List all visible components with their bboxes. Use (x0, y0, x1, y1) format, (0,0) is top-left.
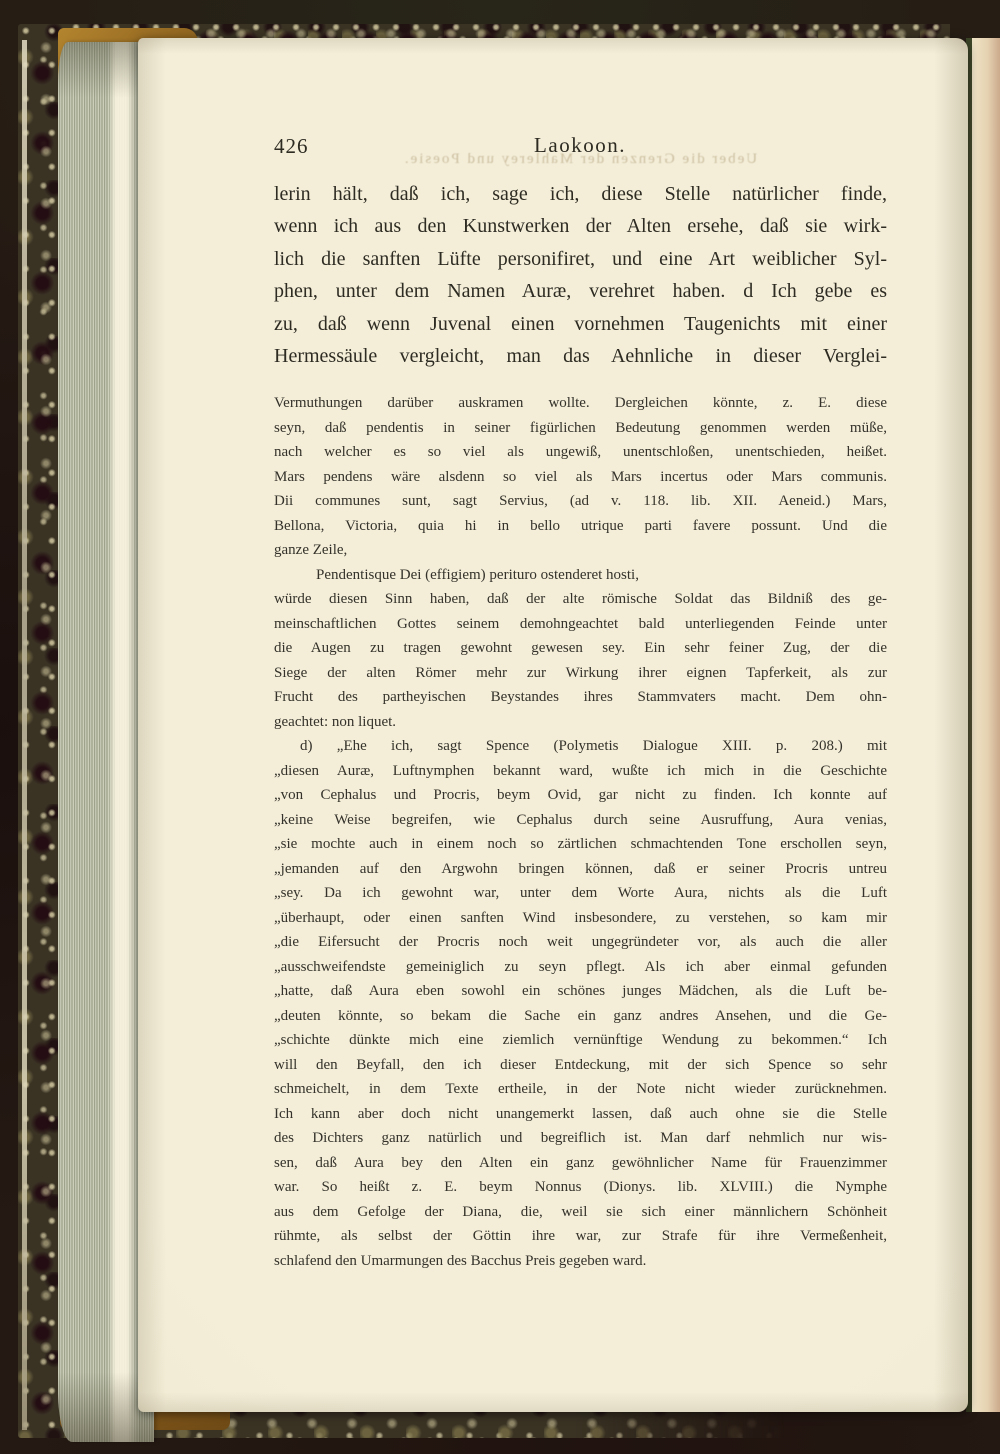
text-line: Vermuthungen darüber auskramen wollte. Dergleichen könnte, z. E. diese (274, 395, 887, 411)
text-line: war. So heißt z. E. beym Nonnus (Dionys. lib. XLVIII.) die Nymphe (274, 1179, 887, 1195)
text-line: „sey. Da ich gewohnt war, unter dem Worte Aura, nichts als die Luft (274, 885, 887, 901)
page-number: 426 (274, 134, 309, 158)
text-line: nach welcher es so viel als ungewiß, unentschloßen, unentschieden, heißet. (274, 444, 887, 460)
text-line: wenn ich aus den Kunstwerken der Alten ersehe, daß sie wirk- (274, 215, 887, 238)
bleed-through-text: Ueber die Grenzen der Mahlerey und Poesie. (402, 151, 758, 167)
text-line: Hermessäule vergleicht, man das Aehnliche in dieser Verglei- (274, 345, 887, 368)
text-line: aus dem Gefolge der Diana, die, weil sie sich einer männlichern Schönheit (274, 1203, 887, 1220)
text-line: rühmte, als selbst der Göttin ihre war, zur Strafe für ihre Vermeßenheit, (274, 1228, 887, 1244)
text-line: „jemanden auf den Argwohn bringen können, daß er seiner Procris untreu (274, 860, 887, 877)
text-line: „keine Weise begreifen, wie Cephalus durch seine Ausruffung, Aura venias, (274, 811, 887, 828)
text-line: „überhaupt, oder einen sanften Wind insbesondere, zu verstehen, so kam mir (274, 909, 887, 926)
text-line: seyn, daß pendentis in seiner figürlichen Bedeutung genommen werden müße, (274, 419, 887, 436)
text-line: „sie mochte auch in einem noch so zärtlichen schmachtenden Tone erschollen seyn, (274, 836, 887, 852)
text-line: Mars pendens wäre alsdenn so viel als Mars incertus oder Mars communis. (274, 468, 887, 485)
text-line: „diesen Auræ, Luftnymphen bekannt ward, wußte ich mich in die Geschichte (274, 762, 887, 779)
text-line: „ausschweifendste gemeiniglich zu seyn pflegt. Als ich aber einmal gefunden (274, 958, 887, 975)
text-line: d) „Ehe ich, sagt Spence (Polymetis Dialogue XIII. p. 208.) mit (300, 738, 887, 754)
text-line: „schichte dünkte mich eine ziemlich vernünftige Wendung zu bekommen.“ Ich (274, 1032, 887, 1048)
text-line: „deuten könnte, so bekam die Sache ein ganz andres Ansehen, und die Ge- (274, 1007, 887, 1024)
text-line: zu, daß wenn Juvenal einen vornehmen Taugenichts mit einer (274, 312, 887, 335)
book-page (138, 38, 968, 1412)
facing-page-edge (972, 38, 1000, 1412)
text-line: Dii communes sunt, sagt Servius, (ad v. 118. lib. XII. Aeneid.) Mars, (274, 493, 887, 509)
footnotes-block (274, 391, 887, 1273)
text-line: „die Eifersucht der Procris noch weit ungegründeter vor, als auch die aller (274, 934, 887, 950)
text-line: schlafend den Umarmungen des Bacchus Preis gegeben ward. (274, 1252, 647, 1269)
main-text-block (274, 178, 887, 372)
text-line: geachtet: non liquet. (274, 713, 397, 730)
text-line: ganze Zeile, (274, 542, 348, 558)
text-line: will den Beyfall, den ich dieser Entdeckung, mit der sich Spence so sehr (274, 1056, 887, 1073)
text-line: Bellona, Victoria, quia hi in bello utrique parti favere possunt. Und die (274, 517, 887, 534)
text-line: des Dichters ganz natürlich und begreiflich ist. Man darf nehmlich nur wis- (274, 1130, 887, 1146)
running-header: Laokoon. (534, 133, 626, 157)
text-line: Pendentisque Dei (effigiem) perituro ostenderet hosti, (316, 566, 639, 583)
text-line: „hatte, daß Aura eben sowohl ein schönes junges Mädchen, als die Luft be- (274, 983, 887, 999)
text-line: Frucht des partheyischen Beystandes ihres Stammvaters macht. Dem ohn- (274, 689, 887, 705)
text-line: Ich kann aber doch nicht unangemerkt lassen, daß auch ohne sie die Stelle (274, 1105, 887, 1122)
text-line: lich die sanften Lüfte personifiret, und eine Art weiblicher Syl- (274, 247, 887, 270)
text-line: „von Cephalus und Procris, beym Ovid, gar nicht zu finden. Ich konnte auf (274, 787, 887, 803)
text-line: phen, unter dem Namen Auræ, verehret haben. d Ich gebe es (274, 280, 887, 303)
text-line: schmeichelt, in dem Texte ertheile, in der Note nicht wieder zurücknehmen. (274, 1081, 887, 1097)
text-line: lerin hält, daß ich, sage ich, diese Stelle natürlicher finde, (274, 183, 887, 205)
text-line: meinschaftlichen Gottes seinem demohngeachtet bald unterliegenden Feinde unter (274, 615, 887, 632)
text-line: die Augen zu tragen gewohnt gewesen sey. Ein sehr feiner Zug, der die (274, 640, 887, 656)
text-line: würde diesen Sinn haben, daß der alte römische Soldat das Bildniß des ge- (274, 591, 887, 607)
text-line: Siege der alten Römer mehr zur Wirkung ihrer eignen Tapferkeit, als zur (274, 664, 887, 681)
cover-board-highlight (22, 40, 27, 1430)
text-line: sen, daß Aura bey den Alten ein ganz gewöhnlicher Name für Frauenzimmer (274, 1154, 887, 1171)
